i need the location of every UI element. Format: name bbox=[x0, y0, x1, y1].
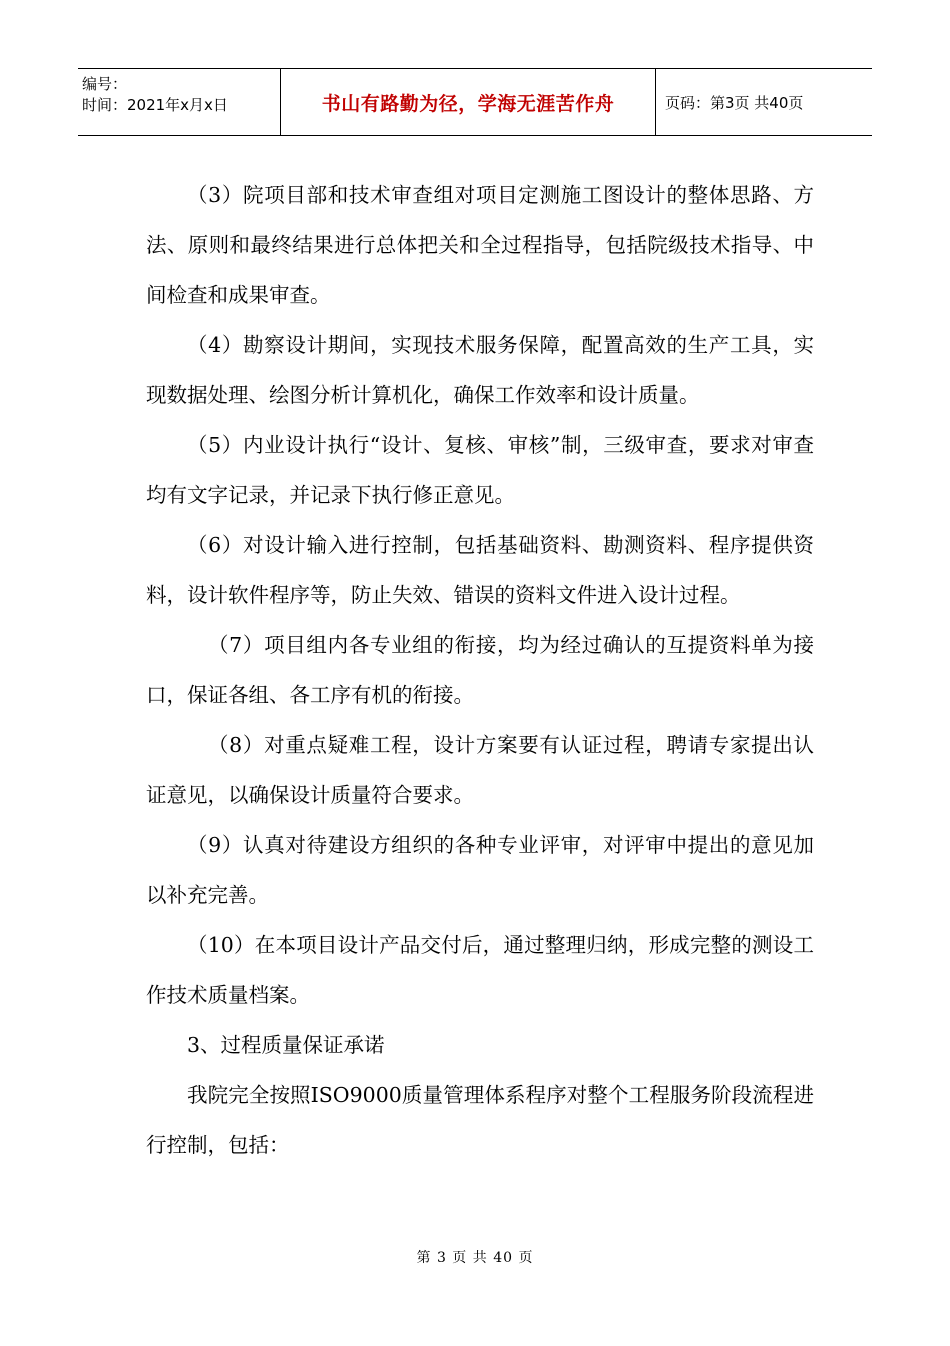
header-motto: 书山有路勤为径，学海无涯苦作舟 bbox=[280, 69, 656, 135]
page-footer: 第 3 页 共 40 页 bbox=[416, 1250, 534, 1266]
paragraph-9: （9）认真对待建设方组织的各种专业评审，对评审中提出的意见加以补充完善。 bbox=[146, 833, 814, 907]
header-page-info: 页码：第3页 共40页 bbox=[665, 93, 804, 112]
page-header bbox=[78, 68, 872, 136]
document-number-label: 编号： bbox=[82, 75, 128, 93]
section-heading-3: 3、过程质量保证承诺 bbox=[187, 1033, 385, 1057]
document-body bbox=[146, 170, 814, 1170]
paragraph-iso9000: 我院完全按照ISO9000质量管理体系程序对整个工程服务阶段流程进行控制，包括： bbox=[146, 1083, 814, 1157]
paragraph-5: （5）内业设计执行“设计、复核、审核”制，三级审查，要求对审查均有文字记录，并记录下执行修正意见。 bbox=[146, 433, 814, 507]
document-date: 时间：2021年x月x日 bbox=[82, 96, 228, 114]
paragraph-3: （3）院项目部和技术审查组对项目定测施工图设计的整体思路、方法、原则和最终结果进行总体把关和全过程指导，包括院级技术指导、中间检查和成果审查。 bbox=[146, 183, 814, 307]
paragraph-10: （10）在本项目设计产品交付后，通过整理归纳，形成完整的测设工作技术质量档案。 bbox=[146, 933, 814, 1007]
paragraph-8: （8）对重点疑难工程，设计方案要有认证过程，聘请专家提出认证意见，以确保设计质量符合要求。 bbox=[146, 733, 814, 807]
header-meta bbox=[78, 69, 280, 135]
paragraph-7: （7）项目组内各专业组的衔接，均为经过确认的互提资料单为接口，保证各组、各工序有机的衔接。 bbox=[146, 633, 814, 707]
paragraph-6: （6）对设计输入进行控制，包括基础资料、勘测资料、程序提供资料，设计软件程序等，防止失效、错误的资料文件进入设计过程。 bbox=[146, 533, 814, 607]
paragraph-4: （4）勘察设计期间，实现技术服务保障，配置高效的生产工具，实现数据处理、绘图分析计算机化，确保工作效率和设计质量。 bbox=[146, 333, 814, 407]
